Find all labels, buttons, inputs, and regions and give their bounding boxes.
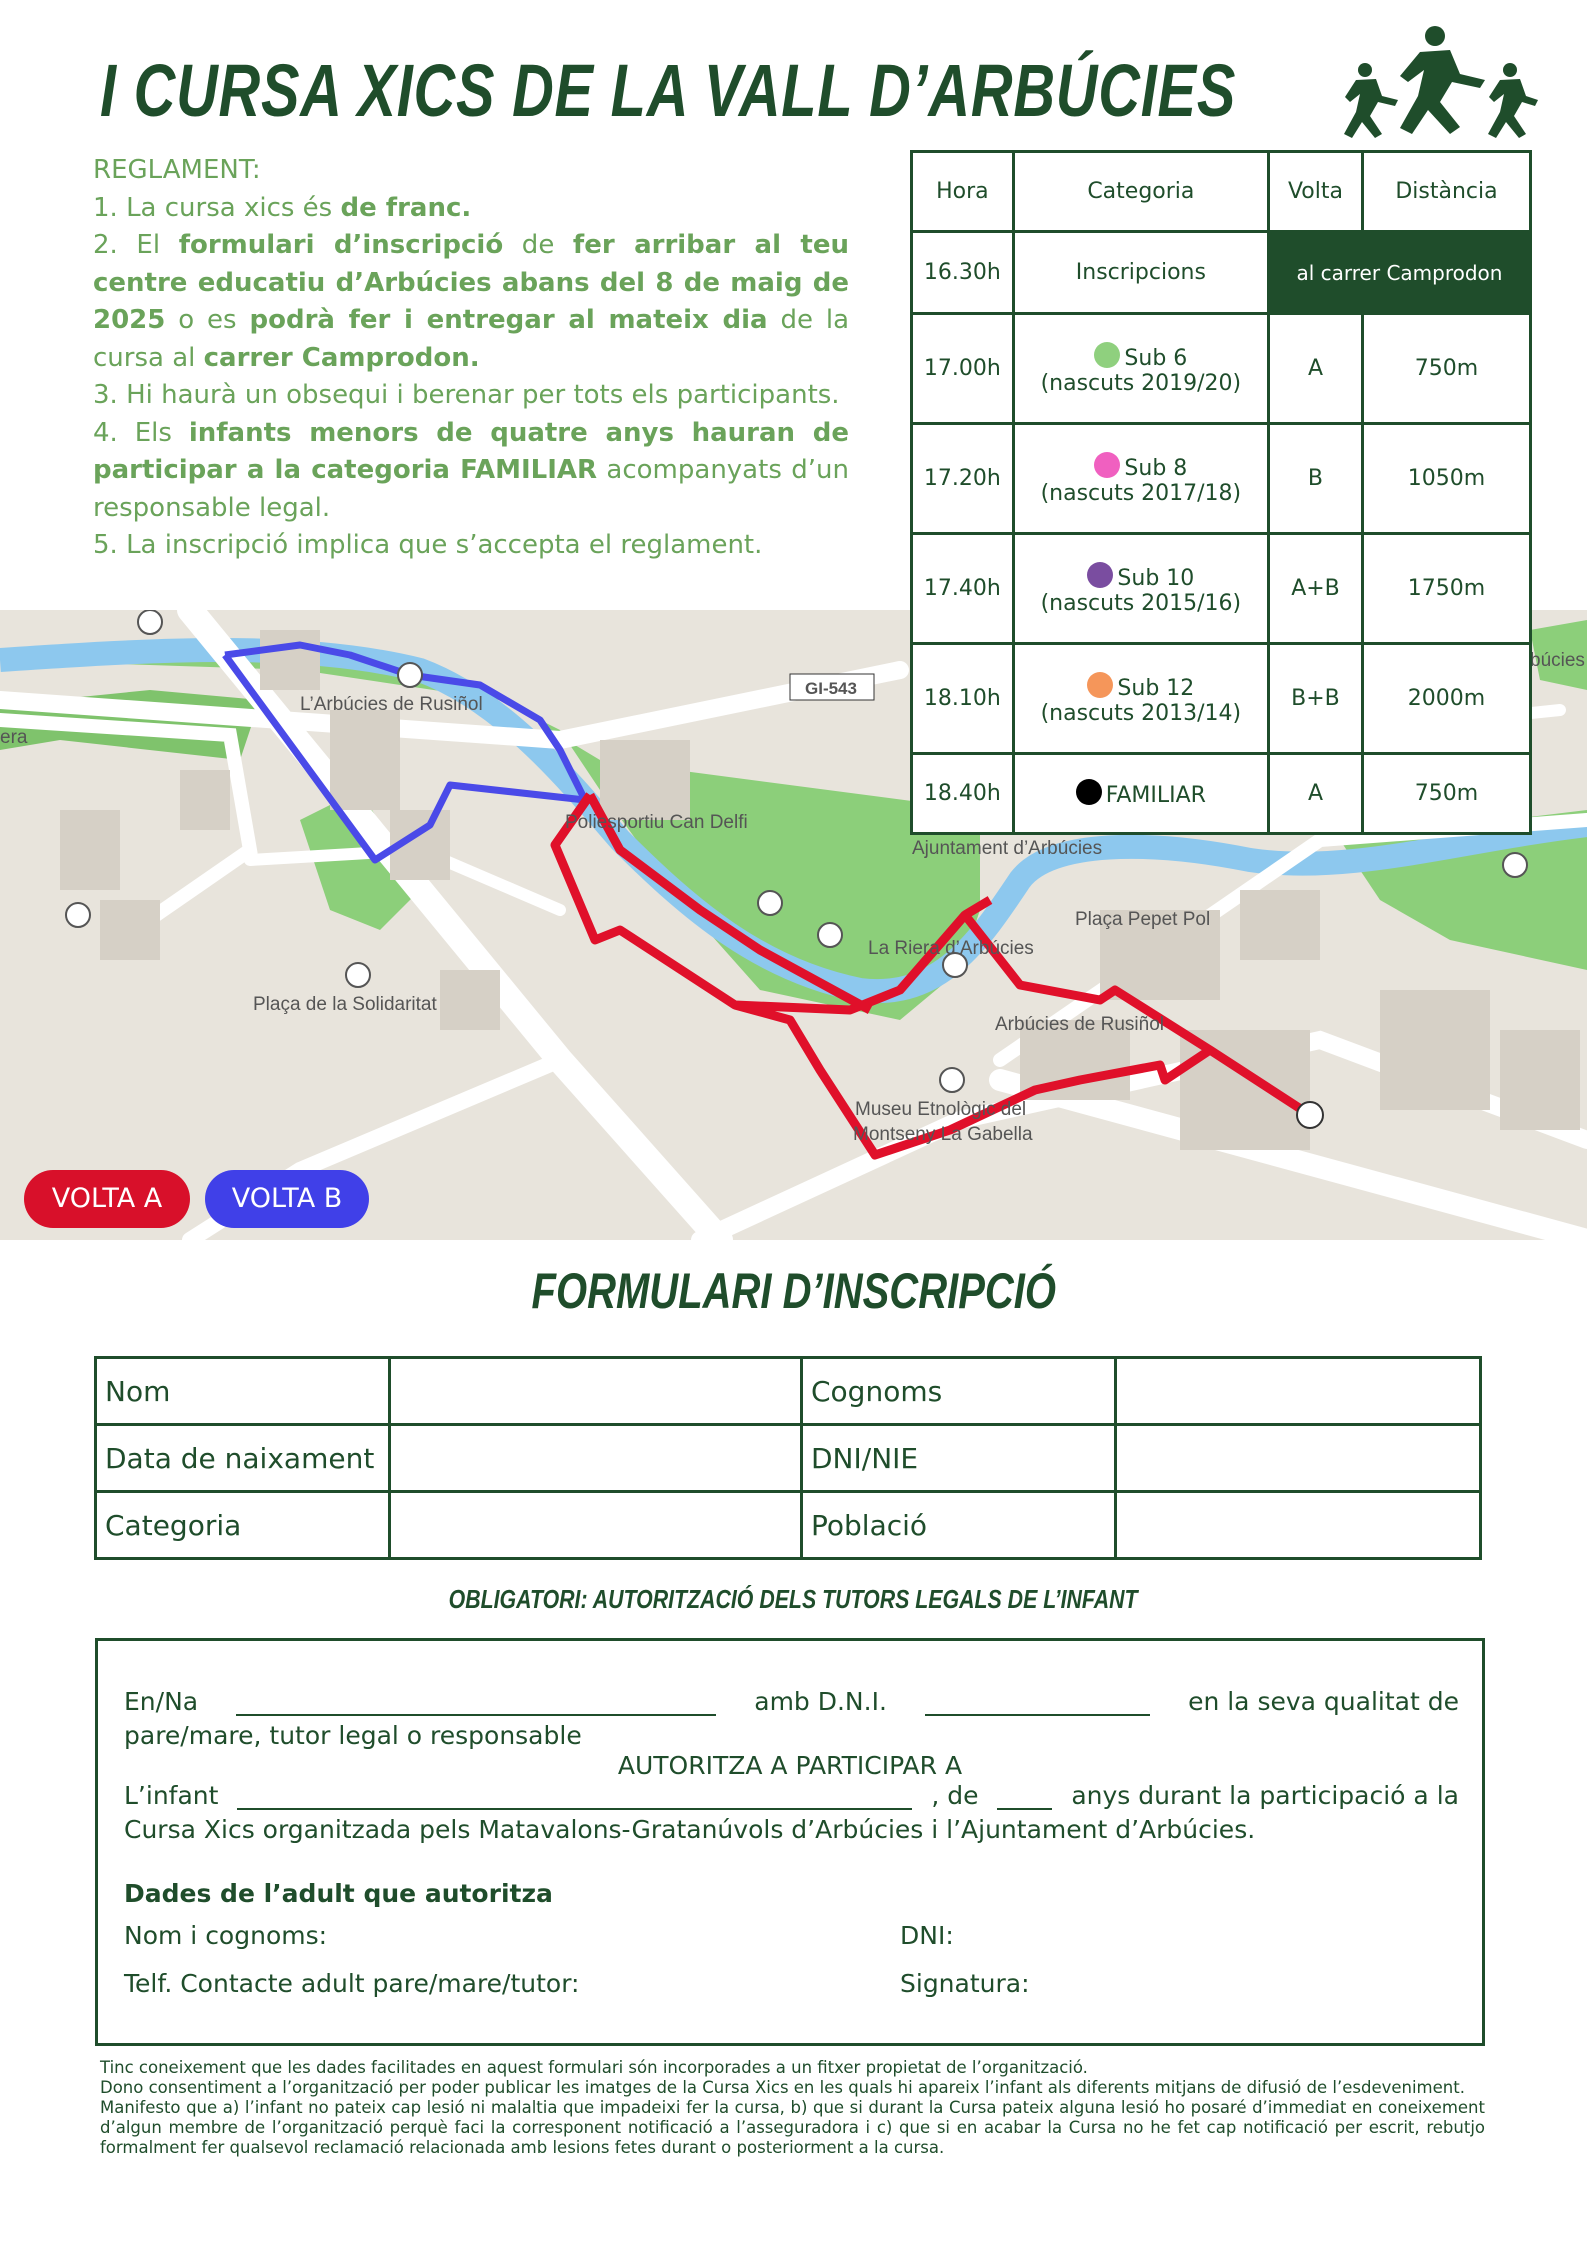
inscr-time: 16.30h — [912, 232, 1014, 314]
col-hora: Hora — [912, 152, 1014, 232]
row-lap: B+B — [1268, 644, 1362, 754]
rule-1: 1. La cursa xics és de franc. — [93, 192, 472, 223]
label-cognoms: Cognoms — [802, 1358, 1116, 1425]
map-label: Plaça Pepet Pol — [1075, 909, 1211, 930]
row-category: Sub 10 (nascuts 2015/16) — [1013, 534, 1268, 644]
road-label: GI-543 — [805, 679, 857, 698]
adult-name-label: Nom i cognoms: — [124, 1921, 328, 1950]
row-time: 18.10h — [912, 644, 1014, 754]
row-lap: A+B — [1268, 534, 1362, 644]
dni-field[interactable] — [1116, 1425, 1481, 1492]
auth-line-5: Cursa Xics organitzada pels Matavalons-Gratanúvols d’Arbúcies i l’Ajuntament d’Arbúcies. — [124, 1815, 1256, 1844]
map-label: búcies — [1530, 650, 1585, 671]
map-label: Arbúcies de Rusiñol — [995, 1014, 1164, 1035]
row-distance: 750m — [1362, 754, 1530, 834]
map-label: La Riera d’Arbúcies — [868, 938, 1034, 959]
map-label: Montseny La Gabella — [853, 1124, 1033, 1145]
auth-line-2: pare/mare, tutor legal o responsable — [124, 1721, 582, 1750]
row-distance: 750m — [1362, 314, 1530, 424]
row-category: FAMILIAR — [1013, 754, 1268, 834]
data-naixament-field[interactable] — [390, 1425, 802, 1492]
auth-line-4: L’infant , de anys durant la participació a la — [124, 1781, 1459, 1810]
fine-print-1: Tinc coneixement que les dades facilitades en aquest formulari són incorporades a un fitxer propietat de l’organització. — [100, 2058, 1088, 2077]
category-dot-icon — [1087, 672, 1113, 698]
tutor-dni-blank[interactable] — [925, 1688, 1150, 1716]
row-category: Sub 6 (nascuts 2019/20) — [1013, 314, 1268, 424]
label-categoria: Categoria — [96, 1492, 390, 1559]
tutor-name-blank[interactable] — [236, 1688, 716, 1716]
cognoms-field[interactable] — [1116, 1358, 1481, 1425]
row-lap: B — [1268, 424, 1362, 534]
rules-section — [93, 152, 849, 565]
fine-print — [100, 2058, 1485, 2158]
rule-4: 4. Els infants menors de quatre anys hauran de participar a la categoria FAMILIAR acompanyats d’un responsable legal. — [93, 417, 849, 523]
nom-field[interactable] — [390, 1358, 802, 1425]
col-volta: Volta — [1268, 152, 1362, 232]
row-time: 17.00h — [912, 314, 1014, 424]
child-age-blank[interactable] — [997, 1782, 1052, 1810]
child-name-blank[interactable] — [237, 1782, 912, 1810]
rules-header: REGLAMENT: — [93, 155, 261, 185]
fine-print-3: Manifesto que a) l’infant no pateix cap lesió ni malaltia que impadeixi fer la cursa, b) que si durant la Cursa pateix alguna lesió ho posaré d’immediat en coneixement d’algun membre de l’organització perquè faci la corresponent notificació a l’asseguradora i c) que si en acabar la Cursa no he fet cap notificació per escrit, rebutjo formalment fer qualsevol reclamació relacionada amb lesions fetes durant o posteriorment a la cursa. — [100, 2098, 1485, 2157]
rule-5: 5. La inscripció implica que s’accepta el reglament. — [93, 530, 763, 560]
category-dot-icon — [1094, 342, 1120, 368]
adult-phone-label: Telf. Contacte adult pare/mare/tutor: — [124, 1969, 580, 1998]
label-dni: DNI/NIE — [802, 1425, 1116, 1492]
label-nom: Nom — [96, 1358, 390, 1425]
category-dot-icon — [1094, 452, 1120, 478]
row-distance: 1050m — [1362, 424, 1530, 534]
col-categoria: Categoria — [1013, 152, 1268, 232]
adult-dni-label: DNI: — [900, 1921, 954, 1950]
legend-volta-a: VOLTA A — [24, 1170, 190, 1228]
row-category: Sub 12 (nascuts 2013/14) — [1013, 644, 1268, 754]
runners-logo-icon — [1320, 22, 1540, 152]
poblacio-field[interactable] — [1116, 1492, 1481, 1559]
inscr-label: Inscripcions — [1013, 232, 1268, 314]
rule-2: 2. El formulari d’inscripció de fer arribar al teu centre educatiu d’Arbúcies abans del 8 de maig de 2025 o es podrà fer i entregar al mateix dia de la cursa al carrer Camprodon. — [93, 230, 850, 373]
map-label: Ajuntament d’Arbúcies — [912, 838, 1103, 859]
form-title: FORMULARI D’INSCRIPCIÓ — [531, 1263, 1056, 1319]
map-label: Museu Etnològic del — [855, 1099, 1027, 1120]
auth-line-3: AUTORITZA A PARTICIPAR A — [617, 1751, 963, 1780]
registration-table — [94, 1356, 1482, 1560]
inscr-place: al carrer Camprodon — [1268, 232, 1530, 314]
map-label: Plaça de la Solidaritat — [253, 994, 437, 1015]
authorization-title: OBLIGATORI: AUTORITZACIÓ DELS TUTORS LEGALS DE L’INFANT — [449, 1584, 1138, 1614]
col-distancia: Distància — [1362, 152, 1530, 232]
row-time: 17.20h — [912, 424, 1014, 534]
schedule-table — [910, 150, 1532, 835]
page-title: I CURSA XICS DE LA VALL D’ARBÚCIES — [100, 49, 1237, 132]
row-time: 17.40h — [912, 534, 1014, 644]
row-time: 18.40h — [912, 754, 1014, 834]
fine-print-2: Dono consentiment a l’organització per poder publicar les imatges de la Cursa Xics en les quals hi apareix l’infant als diferents mitjans de difusió de l’esdeveniment. — [100, 2078, 1465, 2097]
map-label: L’Arbúcies de Rusiñol — [300, 694, 483, 715]
row-distance: 2000m — [1362, 644, 1530, 754]
row-lap: A — [1268, 314, 1362, 424]
finish-flag-icon — [1297, 1102, 1323, 1128]
legend-volta-b: VOLTA B — [205, 1170, 369, 1228]
row-distance: 1750m — [1362, 534, 1530, 644]
category-dot-icon — [1076, 779, 1102, 805]
map-label: era — [0, 727, 28, 748]
row-lap: A — [1268, 754, 1362, 834]
rule-3: 3. Hi haurà un obsequi i berenar per tots els participants. — [93, 380, 840, 410]
label-data-naixament: Data de naixament — [96, 1425, 390, 1492]
row-category: Sub 8 (nascuts 2017/18) — [1013, 424, 1268, 534]
map-label: Poliesportiu Can Delfi — [565, 812, 748, 833]
category-dot-icon — [1087, 562, 1113, 588]
label-poblacio: Població — [802, 1492, 1116, 1559]
signature-label: Signatura: — [900, 1969, 1030, 1998]
authorization-box — [95, 1638, 1485, 2046]
categoria-field[interactable] — [390, 1492, 802, 1559]
auth-line-1: En/Na amb D.N.I. en la seva qualitat de — [124, 1687, 1459, 1716]
adult-header: Dades de l’adult que autoritza — [124, 1879, 553, 1908]
